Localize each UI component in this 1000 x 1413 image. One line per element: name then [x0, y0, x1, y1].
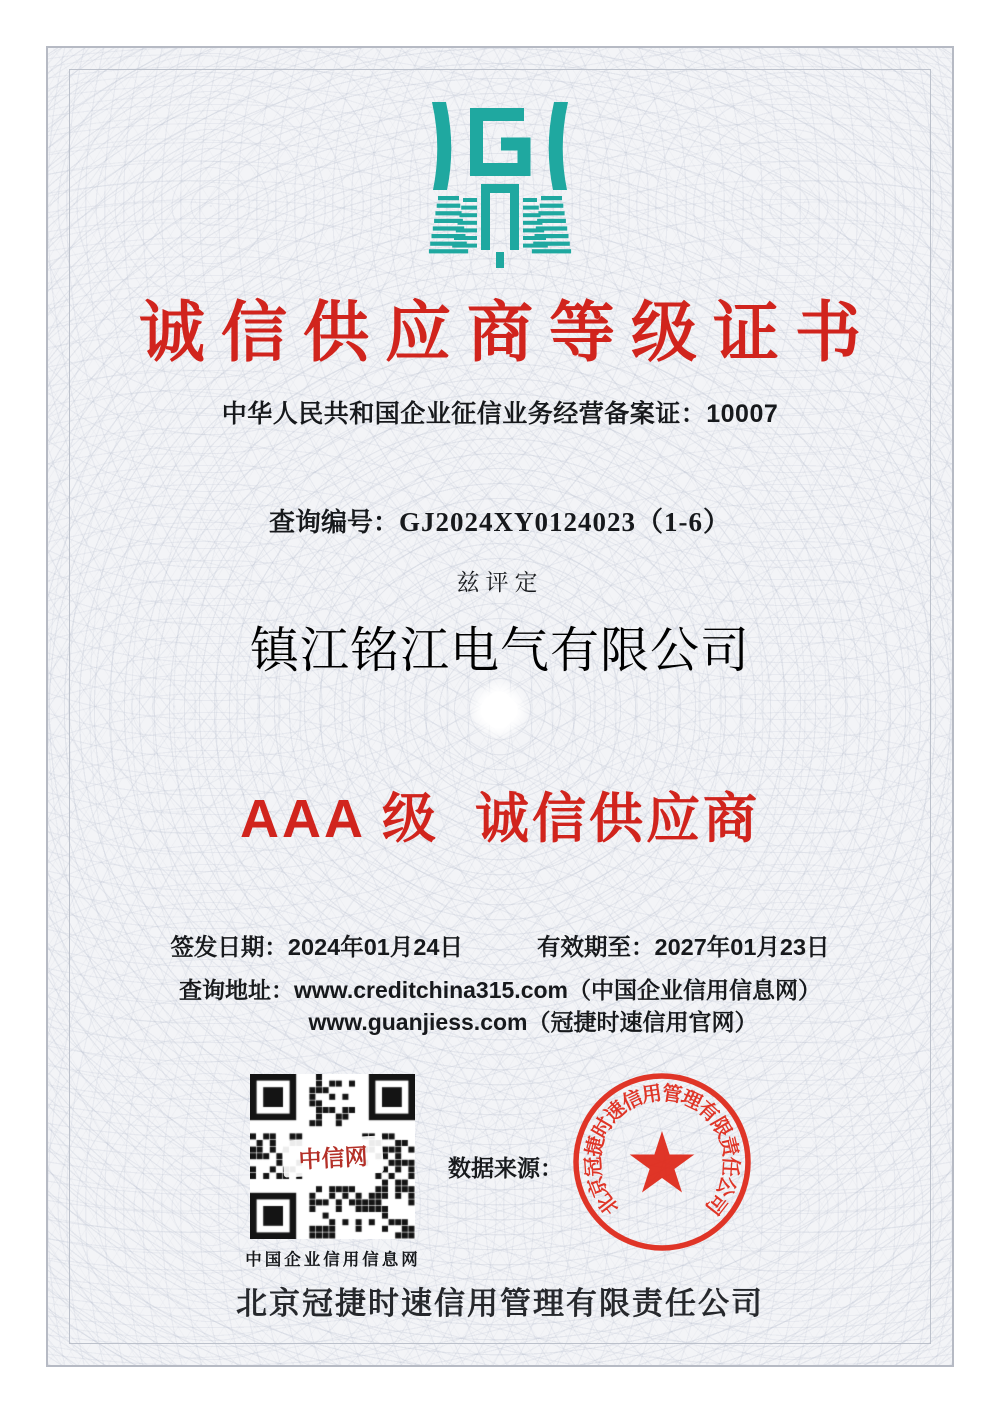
- data-source-label: 数据来源：: [448, 1156, 563, 1181]
- svg-text:限: 限: [706, 1113, 736, 1142]
- query-address-url1: www.creditchina315.com（中国企业信用信息网）: [294, 977, 821, 1003]
- svg-text:速: 速: [601, 1097, 631, 1127]
- qr-caption: 中国企业信用信息网: [245, 1250, 421, 1269]
- svg-text:捷: 捷: [582, 1134, 609, 1159]
- query-address-label: 查询地址：: [179, 977, 295, 1003]
- official-seal: [567, 1067, 757, 1257]
- query-number-label: 查询编号：: [268, 507, 399, 537]
- svg-text:责: 责: [715, 1134, 742, 1159]
- qr-center-label: 中信网: [282, 1135, 384, 1177]
- guanjie-logo-icon: [425, 102, 575, 268]
- validity-dates-row: [48, 928, 952, 962]
- svg-text:北: 北: [593, 1189, 624, 1219]
- svg-text:理: 理: [677, 1086, 706, 1115]
- query-address-block: [48, 974, 952, 1038]
- appraise-intro: 兹评定: [456, 569, 544, 595]
- guilloche-center-ornament: [475, 686, 523, 734]
- seal-star-icon: [630, 1131, 695, 1193]
- query-number-value: GJ2024XY0124023（1-6）: [399, 507, 731, 537]
- svg-text:公: 公: [711, 1173, 740, 1200]
- svg-text:京: 京: [584, 1173, 613, 1200]
- query-number-line: [48, 500, 952, 539]
- grade-line: AAA 级 诚信供应商: [240, 789, 760, 849]
- company-name: 镇江铭江电气有限公司: [249, 623, 750, 678]
- issue-date: 签发日期：2024年01月24日: [170, 934, 463, 960]
- certificate-title: 诚信供应商等级证书: [139, 295, 877, 369]
- certificate-sheet: [46, 46, 954, 1367]
- query-address-url2: www.guanjiess.com（冠捷时速信用官网）: [308, 1009, 758, 1035]
- svg-text:司: 司: [700, 1189, 731, 1219]
- query-address-line1: [48, 974, 952, 1006]
- svg-text:信: 信: [618, 1086, 647, 1115]
- valid-until-date: 有效期至：2027年01月23日: [537, 934, 830, 960]
- svg-text:管: 管: [660, 1082, 684, 1108]
- svg-text:时: 时: [588, 1113, 618, 1142]
- svg-text:任: 任: [718, 1155, 742, 1178]
- svg-text:有: 有: [693, 1097, 723, 1127]
- svg-text:用: 用: [640, 1082, 664, 1108]
- record-license-line: 中华人民共和国企业征信业务经营备案证：10007: [221, 400, 779, 428]
- svg-text:冠: 冠: [582, 1155, 606, 1178]
- issuer-company-name: 北京冠捷时速信用管理有限责任公司: [236, 1286, 764, 1321]
